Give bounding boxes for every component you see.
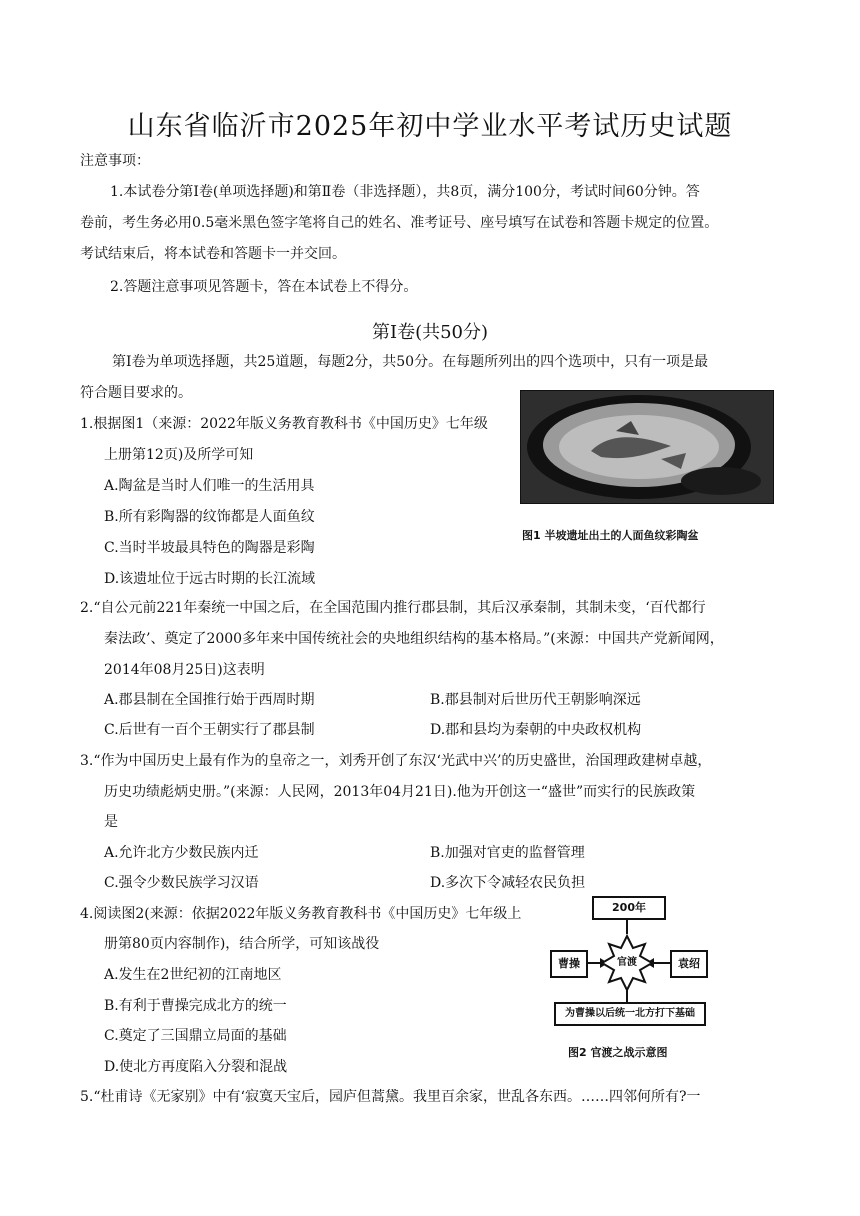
q4-option-d: D.使北方再度陷入分裂和混战 bbox=[104, 1059, 288, 1075]
figure-1-pottery-basin-image bbox=[520, 390, 774, 504]
q3-stem: 3.“作为中国历史上最有作为的皇帝之一，刘秀开创了东汉‘光武中兴’的历史盛世，治国理政建树卓越， bbox=[80, 753, 712, 769]
notice-line: 卷前，考生务必用0.5毫米黑色签字笔将自己的姓名、准考证号、座号填写在试卷和答题卡规定的位置。 bbox=[80, 215, 719, 231]
q1-stem: 1.根据图1（来源：2022年版义务教育教科书《中国历史》七年级 bbox=[80, 416, 488, 432]
figure-2-bottom-box: 为曹操以后统一北方打下基础 bbox=[554, 1002, 706, 1026]
figure-2-caption: 图2 官渡之战示意图 bbox=[568, 1046, 668, 1059]
q3-option-d: D.多次下令减轻农民负担 bbox=[430, 875, 586, 891]
q4-stem: 4.阅读图2(来源：依据2022年版义务教育教科书《中国历史》七年级上 bbox=[80, 906, 522, 922]
q4-option-b: B.有利于曹操完成北方的统一 bbox=[104, 998, 287, 1014]
figure-2-left-box: 曹操 bbox=[550, 950, 588, 978]
figure-1-caption: 图1 半坡遗址出土的人面鱼纹彩陶盆 bbox=[522, 529, 699, 542]
q1-option-d: D.该遗址位于远古时期的长江流域 bbox=[104, 571, 316, 587]
q2-option-c: C.后世有一百个王朝实行了郡县制 bbox=[104, 722, 315, 738]
section-intro: 第Ⅰ卷为单项选择题，共25道题，每题2分，共50分。在每题所列出的四个选项中，只有一项是最 bbox=[112, 354, 709, 370]
q1-option-c: C.当时半坡最具特色的陶器是彩陶 bbox=[104, 540, 315, 556]
q2-stem: 秦法政’、奠定了2000多年来中国传统社会的央地组织结构的基本格局。”(来源：中国共产党新闻网， bbox=[104, 631, 724, 647]
q2-stem: 2014年08月25日)这表明 bbox=[104, 662, 265, 678]
section-title: 第Ⅰ卷(共50分) bbox=[371, 322, 489, 343]
q3-stem: 是 bbox=[104, 814, 118, 830]
q2-option-b: B.郡县制对后世历代王朝影响深远 bbox=[430, 692, 641, 708]
notice-line: 2.答题注意事项见答题卡，答在本试卷上不得分。 bbox=[110, 279, 418, 295]
q3-option-c: C.强令少数民族学习汉语 bbox=[104, 875, 259, 891]
figure-2-center-label: 官渡 bbox=[617, 957, 637, 968]
notice-line: 考试结束后，将本试卷和答题卡一并交回。 bbox=[80, 246, 346, 262]
q2-stem: 2.“自公元前221年秦统一中国之后，在全国范围内推行郡县制，其后汉承秦制，其制未变，‘百代都行 bbox=[80, 600, 706, 616]
q3-option-b: B.加强对官吏的监督管理 bbox=[430, 845, 585, 861]
figure-2-year-box: 200年 bbox=[592, 896, 666, 920]
q4-stem: 册第80页内容制作)，结合所学，可知该战役 bbox=[104, 936, 380, 952]
q3-option-a: A.允许北方少数民族内迁 bbox=[104, 845, 259, 861]
notice-heading: 注意事项： bbox=[80, 153, 150, 169]
figure-2-right-box: 袁绍 bbox=[670, 950, 708, 978]
q1-option-b: B.所有彩陶器的纹饰都是人面鱼纹 bbox=[104, 509, 315, 525]
section-intro: 符合题目要求的。 bbox=[80, 385, 192, 401]
q2-option-a: A.郡县制在全国推行始于西周时期 bbox=[104, 692, 315, 708]
notice-line: 1.本试卷分第Ⅰ卷(单项选择题)和第Ⅱ卷（非选择题），共8页，满分100分，考试时间60分钟。答 bbox=[110, 184, 700, 200]
q1-stem: 上册第12页)及所学可知 bbox=[104, 447, 254, 463]
figure-2-diagram bbox=[548, 890, 706, 1040]
q4-option-a: A.发生在2世纪初的江南地区 bbox=[104, 967, 282, 983]
q3-stem: 历史功绩彪炳史册。”(来源：人民网，2013年04月21日).他为开创这一“盛世”而实行的民族政策 bbox=[104, 784, 696, 800]
q2-option-d: D.郡和县均为秦朝的中央政权机构 bbox=[430, 722, 642, 738]
page-title: 山东省临沂市2025年初中学业水平考试历史试题 bbox=[127, 111, 733, 142]
q4-option-c: C.奠定了三国鼎立局面的基础 bbox=[104, 1028, 287, 1044]
q1-option-a: A.陶盆是当时人们唯一的生活用具 bbox=[104, 478, 315, 494]
q5-stem: 5.“杜甫诗《无家别》中有‘寂寞天宝后，园庐但蒿黛。我里百余家，世乱各东西。……四邻何所有?一 bbox=[80, 1089, 701, 1105]
